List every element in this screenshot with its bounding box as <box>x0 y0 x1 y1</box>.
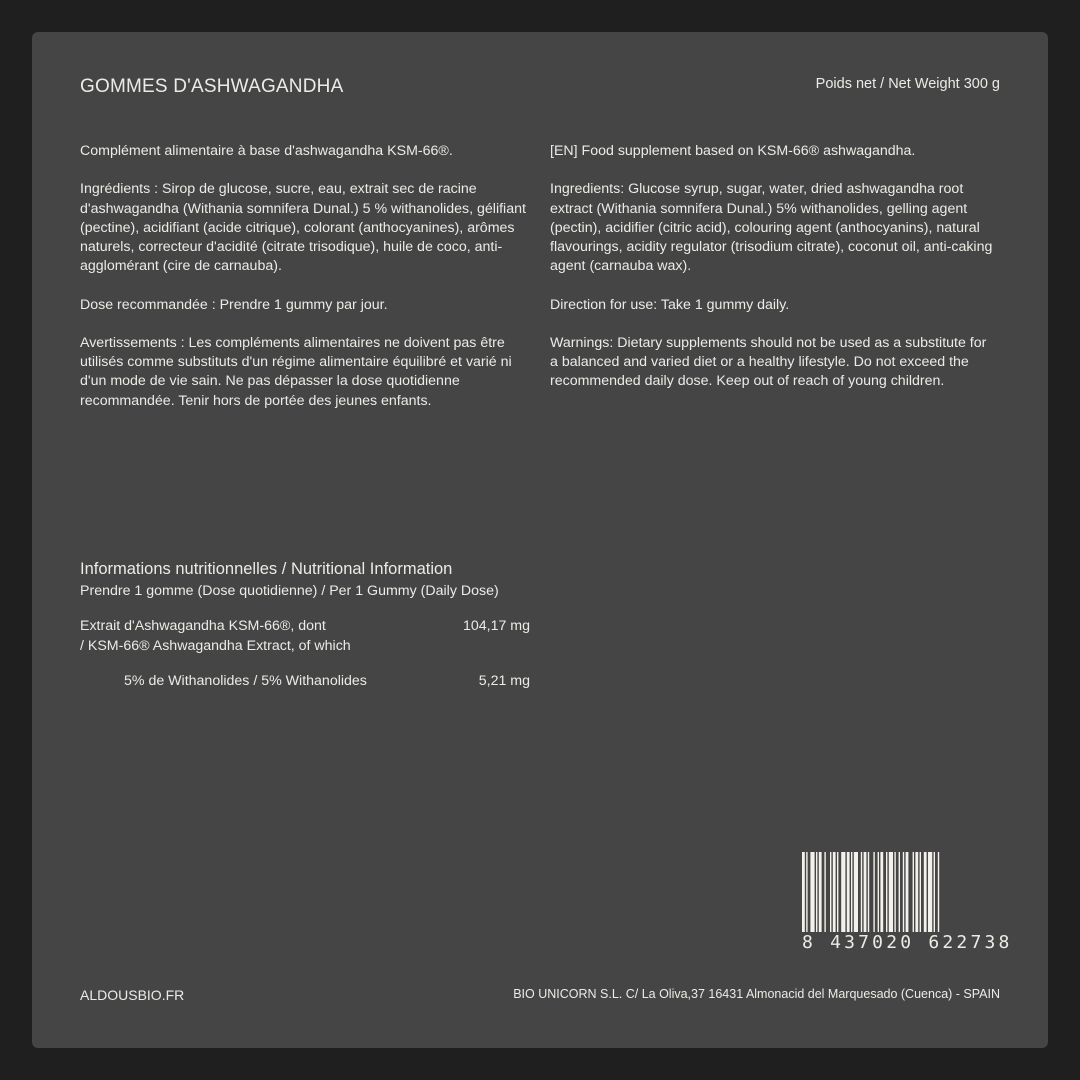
barcode-bar <box>854 852 858 932</box>
barcode-bar <box>837 852 838 932</box>
barcode-bar <box>894 852 895 932</box>
barcode-bar <box>889 852 893 932</box>
barcode-bar <box>920 852 921 932</box>
website-link[interactable]: ALDOUSBIO.FR <box>80 987 185 1003</box>
nutrition-label-fr: Extrait d'Ashwagandha KSM-66®, dont <box>80 618 326 634</box>
barcode-bar <box>819 852 822 932</box>
nutrition-value: 104,17 mg <box>462 618 530 634</box>
barcode-bar <box>903 852 904 932</box>
barcode-bar <box>810 852 814 932</box>
nutrition-row <box>80 617 540 656</box>
barcode-bar <box>886 852 887 932</box>
product-title: GOMMES D'ASHWAGANDHA <box>80 76 344 97</box>
nutrition-row <box>80 672 540 692</box>
barcode <box>802 852 1013 976</box>
french-ingredients: Ingrédients : Sirop de glucose, sucre, eau, extrait sec de racine d'ashwagandha (Withania somnifera Dunal.) 5 % withanolides, gélifiant (pectine), acidifiant (acide citrique), colorant (anthocyanines), arômes naturels, correcteur d'acidité (citrate trisodique), huile de coco, anti-agglomérant (cire de carnauba). <box>80 181 526 275</box>
english-warnings: Warnings: Dietary supplements should not be used as a substitute for a balanced and varied diet or a healthy lifestyle. Do not exceed the recommended daily dose. Keep out of reach of young children. <box>550 334 987 390</box>
barcode-bar <box>847 852 850 932</box>
barcode-bar <box>938 852 939 932</box>
barcode-bar <box>928 852 932 932</box>
nutrition-label: 5% de Withanolides / 5% Withanolides <box>124 673 367 689</box>
nutrition-value: 5,21 mg <box>478 673 530 689</box>
label-panel <box>32 32 1048 1048</box>
barcode-number: 8 437020 622738 <box>802 932 1013 953</box>
barcode-bar <box>880 852 883 932</box>
english-intro: [EN] Food supplement based on KSM-66® ashwagandha. <box>550 143 916 159</box>
barcode-bar <box>861 852 862 932</box>
barcode-bar <box>873 852 874 932</box>
french-column <box>80 142 528 430</box>
barcode-bar <box>841 852 845 932</box>
barcode-bar <box>913 852 914 932</box>
french-dose: Dose recommandée : Prendre 1 gummy par jour. <box>80 296 388 313</box>
barcode-bar <box>816 852 817 932</box>
english-ingredients: Ingredients: Glucose syrup, sugar, water, dried ashwagandha root extract (Withania somnifera Dunal.) 5% withanolides, gelling agent (pectin), acidifier (citric acid), colouring agent (anthocyanins), natural flavourings, acidity regulator (trisodium citrate), coconut oil, anti-caking agent (carnauba wax). <box>550 181 993 275</box>
net-weight: Poids net / Net Weight 300 g <box>815 76 1000 92</box>
french-intro: Complément alimentaire à base d'ashwagandha KSM-66®. <box>80 143 453 159</box>
barcode-bar <box>915 852 918 932</box>
barcode-bar <box>802 852 805 932</box>
barcode-bar <box>851 852 852 932</box>
nutrition-label-en: / KSM-66® Ashwagandha Extract, of which <box>80 637 351 654</box>
barcode-bar <box>924 852 927 932</box>
nutrition-title: Informations nutritionnelles / Nutritional Information <box>80 560 453 578</box>
english-column <box>550 142 998 411</box>
barcode-bar <box>806 852 807 932</box>
nutrition-subtitle: Prendre 1 gomme (Dose quotidienne) / Per 1 Gummy (Daily Dose) <box>80 583 499 599</box>
barcode-bar <box>868 852 869 932</box>
barcode-bar <box>878 852 879 932</box>
french-warnings: Avertissements : Les compléments alimentaires ne doivent pas être utilisés comme substituts d'un régime alimentaire équilibré et varié ni d'un mode de vie sain. Ne pas dépasser la dose quotidienne recommandée. Tenir hors de portée des jeunes enfants. <box>80 334 512 409</box>
nutrition-section <box>80 560 540 692</box>
barcode-bar <box>934 852 935 932</box>
barcode-bar <box>830 852 831 932</box>
company-address: BIO UNICORN S.L. C/ La Oliva,37 16431 Almonacid del Marquesado (Cuenca) - SPAIN <box>513 987 1000 1001</box>
barcode-bar <box>864 852 867 932</box>
barcode-bars <box>802 852 1002 932</box>
barcode-bar <box>906 852 909 932</box>
barcode-bar <box>899 852 900 932</box>
barcode-bar <box>833 852 836 932</box>
barcode-bar <box>824 852 825 932</box>
english-dose: Direction for use: Take 1 gummy daily. <box>550 296 790 313</box>
